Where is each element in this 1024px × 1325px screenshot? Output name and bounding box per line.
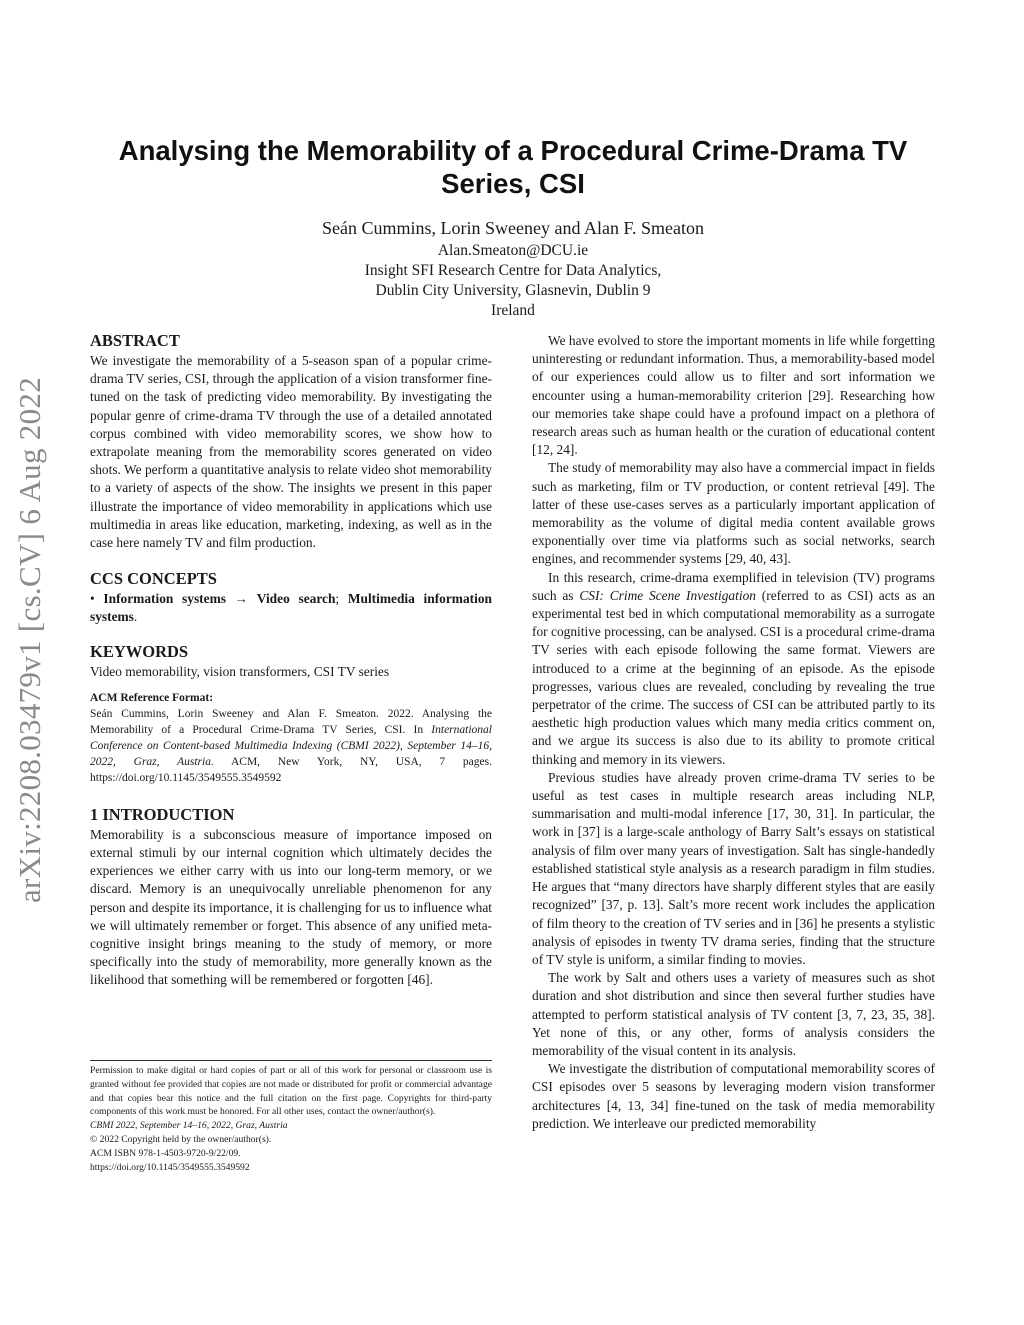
footnote-isbn: ACM ISBN 978-1-4503-9720-9/22/09. (90, 1147, 241, 1159)
ccs-part3: Multimedia information systems (90, 591, 492, 625)
author-organization: Insight SFI Research Centre for Data Analytics, (364, 262, 662, 279)
footnote-block (90, 1064, 492, 1174)
acm-reference (90, 690, 492, 786)
keywords-heading: KEYWORDS (90, 641, 189, 661)
ccs-bullet: • (90, 591, 104, 607)
right-paragraph-6: We investigate the distribution of computational memorability scores of CSI episodes over 5 seasons by leveraging modern vision transformer architectures [4, 13, 34] fine-tuned on the task of media memorability prediction. We interleave our predicted memorability (532, 1061, 935, 1131)
right-paragraph-2: The study of memorability may also have a commercial impact in fields such as marketing, film or TV production, or content retrieval [49]. The latter of these use-cases serves as a particularly important application of memorability as the volume of digital media content available grows exponentially over time via platforms such as social networks, search engines, and recommender systems [29, 40, 43]. (532, 460, 935, 567)
acm-reference-label: ACM Reference Format: (90, 691, 214, 704)
left-column (90, 330, 492, 990)
right-paragraph-1: We have evolved to store the important moments in life while forgetting uninteresting or redundant information. Thus, a memorability-based model of our experiences could allow us to filter and sort information we encounter using a human-memorability criterion [29]. Researching how our memories take shape could have a profound impact on a plethora of research areas such as human health or the curation of educational content [12, 24]. (532, 333, 935, 458)
footnote-permission: Permission to make digital or hard copies of part or all of this work for personal or classroom use is granted without fee provided that copies are not made or distributed for profit or commercial advantage and that copies bear this notice and the full citation on the first page. Copyrights for third-party components of this work must be honored. For all other uses, contact the owner/author(s). (90, 1065, 492, 1118)
ccs-part2: Video search (256, 591, 336, 607)
right-paragraph-5: The work by Salt and others uses a variety of measures such as shot duration and shot distribution and since then several further studies have attempted to perform statistical analysis of TV content [3, 7, 23, 35, 38]. Yet none of this, or any other, forms of analysis considers the memorability of the visual content in its analysis. (532, 970, 935, 1058)
intro-paragraph-1: Memorability is a subconscious measure of importance imposed on external stimuli by our internal cognition which ultimately decides the experiences we either carry with us into our long-term memory, or we discard. Memory is an unequivocally unreliable phenomenon for any person and despite its importance, it is challenging for us to influence what we will ultimately remember or forget. This absence of any unified meta-cognitive insight brings meaning to the study of memory, or more specifically into the study of memorability, more generally known as the likelihood that something will be remembered or forgotten [46]. (90, 826, 492, 988)
ccs-part1: Information systems (103, 591, 226, 607)
footnote-copyright: © 2022 Copyright held by the owner/author(s). (90, 1133, 272, 1145)
author-country: Ireland (491, 302, 535, 319)
arxiv-stamp: arXiv:2208.03479v1 [cs.CV] 6 Aug 2022 (12, 376, 47, 904)
acm-reference-post: ACM, New York, NY, USA, 7 pages. https://doi.org/10.1145/3549555.3549592 (90, 755, 492, 784)
ccs-sep: ; (335, 591, 348, 607)
ccs-heading: CCS CONCEPTS (90, 569, 217, 589)
abstract-heading: ABSTRACT (90, 331, 180, 350)
footnote-doi[interactable]: https://doi.org/10.1145/3549555.3549592 (90, 1161, 250, 1173)
right-paragraph-3-pre: In this research, crime-drama exemplified in television (TV) programs such as (532, 569, 935, 603)
ccs-end: . (133, 609, 138, 625)
right-paragraph-3-emphasis: CSI: Crime Scene Investigation (579, 587, 756, 603)
right-column (532, 332, 935, 1133)
acm-reference-pre: Seán Cummins, Lorin Sweeney and Alan F. Smeaton. 2022. Analysing the Memorability of a Procedural Crime-Drama TV Series, CSI. In (90, 707, 492, 736)
right-paragraph-4: Previous studies have already proven crime-drama TV series to be useful as test cases in multiple research areas including NLP, summarisation and multi-modal inference [17, 30, 31]. In particular, the work in [37] is a large-scale anthology of Barry Salt’s essays on statistical analysis of film over many years of investigation. Salt has single-handedly established statistical style analysis as a research paradigm in film studies. He argues that “many directors have sharply different styles that are easily recognized” [37, p. 13]. Salt’s more recent work includes the application of film theory to the creation of TV series and in [36] he presents a stylistic analysis of episodes in twenty TV drama series, finding that the structure of TV style is uniform, a similar finding to movies. (532, 769, 935, 967)
author-email: Alan.Smeaton@DCU.ie (437, 242, 589, 259)
abstract-text: We investigate the memorability of a 5-season span of a popular crime-drama TV series, CSI, through the application of a vision transformer fine-tuned on the task of predicting video memorability. By investigating the popular genre of crime-drama TV through the use of a detailed annotated corpus combined with video memorability scores, we show how to extrapolate meaning from the memorability scores generated on video shots. We perform a quantitative analysis to relate video shot memorability to a variety of aspects of the show. The insights we present in this paper illustrate the importance of video memorability in applications which use multimedia in areas like education, marketing, indexing, as well as in the case here namely TV and film production. (90, 353, 492, 551)
paper-authors: Seán Cummins, Lorin Sweeney and Alan F. Smeaton (321, 218, 705, 238)
ccs-arrow: → (225, 591, 257, 607)
keywords-text: Video memorability, vision transformers, CSI TV series (90, 663, 390, 679)
footnote-rule (90, 1060, 492, 1061)
ccs-concepts (90, 590, 492, 626)
right-paragraph-3 (532, 569, 935, 769)
right-paragraph-3-post: (referred to as CSI) acts as an experimental test bed in which computational memorability as a surrogate for cognitive processing, can be analysed. CSI is a procedural crime-drama TV series with each episode following the same format. Viewers are introduced to a crime at the beginning of an episode. As the episode progresses, various clues are revealed, concluding by revealing the true perpetrator of the crime. The success of CSI can be attributed partly to its aesthetic high production values which many media critics comment on, and we argue its success is also due to its ability to promote critical thinking and memory in its viewers. (532, 587, 936, 767)
intro-heading: 1 INTRODUCTION (90, 804, 235, 824)
acm-reference-venue: International Conference on Content-based Multimedia Indexing (CBMI 2022), September 14–16, 2022, Graz, Austria. (90, 723, 492, 768)
author-address: Dublin City University, Glasnevin, Dublin 9 (375, 282, 651, 299)
footnote-venue: CBMI 2022, September 14–16, 2022, Graz, Austria (90, 1120, 288, 1132)
acm-reference-text (90, 706, 492, 786)
paper-title: Analysing the Memorability of a Procedural Crime-Drama TV Series, CSI (118, 135, 908, 199)
